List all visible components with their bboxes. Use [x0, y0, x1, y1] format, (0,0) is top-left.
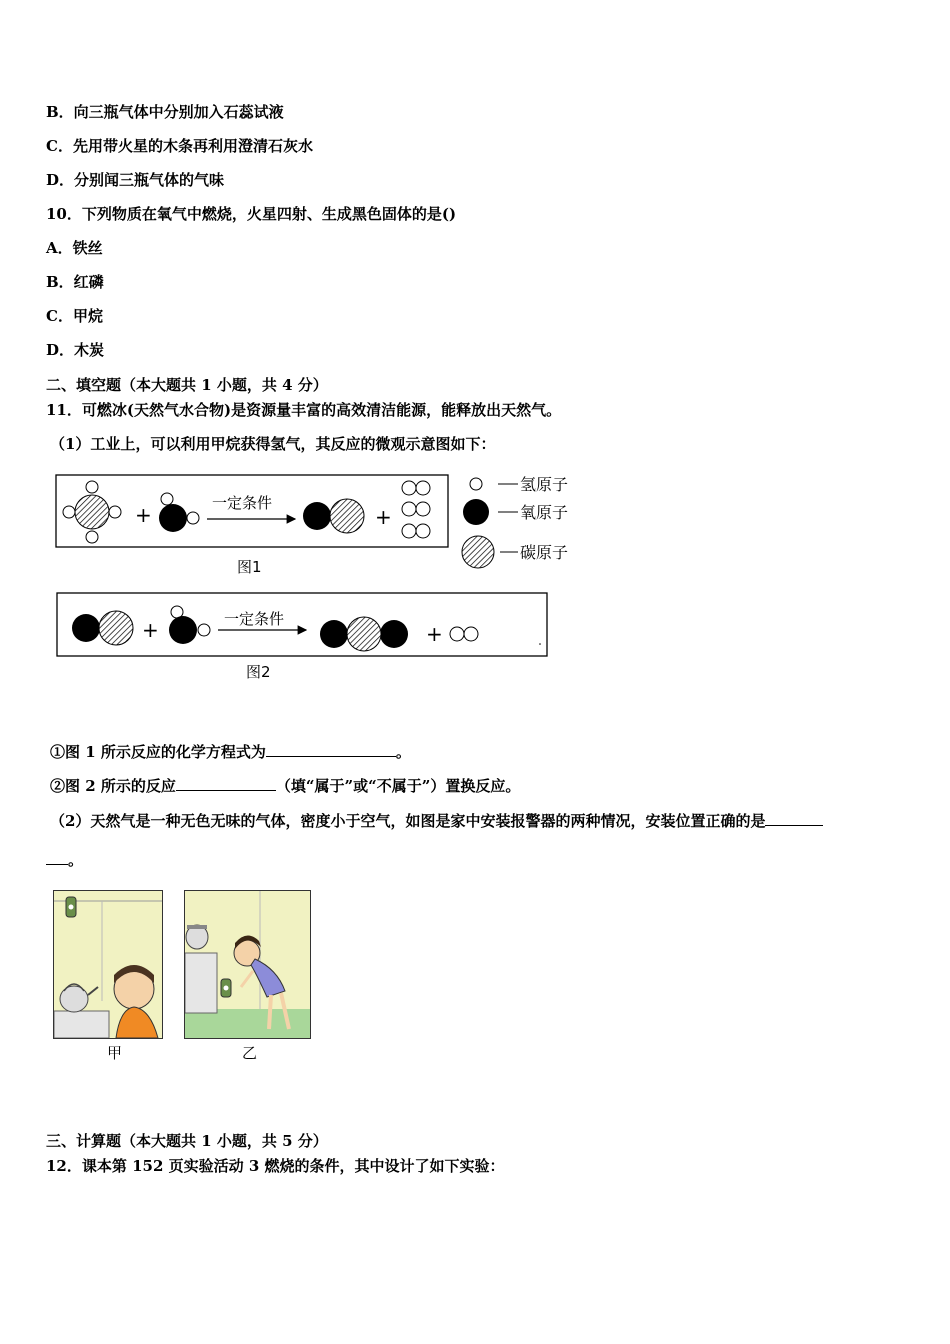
q10-option-b: B．红磷 [46, 273, 104, 291]
q11-sub1-text: ①图 1 所示反应的化学方程式为 [50, 743, 266, 761]
section-3-heading: 三、计算题（本大题共 1 小题，共 5 分） [46, 1132, 328, 1150]
q11-part2-text: （2）天然气是一种无色无味的气体，密度小于空气，如图是家中安装报警器的两种情况，安装位置正确的是 [50, 812, 766, 830]
legend-carbon: 碳原子 [520, 543, 569, 562]
q9-option-c: C．先用带火星的木条再利用澄清石灰水 [46, 137, 313, 155]
fig2-condition-label: 一定条件 [224, 610, 285, 628]
q10-option-c: C．甲烷 [46, 307, 103, 325]
svg-text:+: + [142, 618, 159, 642]
q10-option-d: D．木炭 [46, 341, 105, 359]
answer-blank-1[interactable] [266, 742, 396, 757]
figure-2-diagram [56, 592, 550, 660]
q10-option-a: A．铁丝 [46, 239, 103, 257]
answer-blank-2[interactable] [176, 776, 276, 791]
q11-sub2 [50, 776, 520, 796]
q11-sub2-text: ②图 2 所示的反应 [50, 777, 176, 795]
answer-blank-3b[interactable] [46, 850, 68, 865]
hydrogen-atom-icon [470, 478, 482, 490]
legend-hydrogen: 氢原子 [520, 475, 569, 494]
figure-1-diagram [55, 474, 450, 550]
q10-stem: 10．下列物质在氧气中燃烧，火星四射、生成黑色固体的是() [46, 205, 457, 223]
svg-text:+: + [135, 503, 152, 527]
fig2-caption: 图2 [246, 663, 271, 681]
q11-sub2-end: （填“属于”或“不属于”）置换反应。 [275, 777, 521, 795]
carbon-atom-icon [462, 536, 494, 568]
atom-legend [458, 470, 588, 574]
scene-yi-drawing [185, 891, 310, 1038]
fig1-condition-label: 一定条件 [212, 494, 273, 512]
scene-yi-caption: 乙 [242, 1044, 258, 1062]
fig1-caption: 图1 [237, 558, 262, 576]
oxygen-atom-icon [463, 499, 489, 525]
q9-option-b: B．向三瓶气体中分别加入石蕊试液 [46, 103, 284, 121]
svg-text:+: + [375, 505, 392, 529]
q11-part2-cont [46, 850, 83, 870]
scene-jia-drawing [54, 891, 162, 1038]
q11-sub1-end: 。 [395, 743, 411, 761]
legend-oxygen: 氧原子 [520, 503, 569, 522]
svg-text:+: + [426, 622, 443, 646]
section-2-heading: 二、填空题（本大题共 1 小题，共 4 分） [46, 376, 328, 394]
q9-option-d: D．分别闻三瓶气体的气味 [46, 171, 225, 189]
scene-jia-caption: 甲 [107, 1044, 123, 1062]
q11-stem: 11．可燃冰(天然气水合物)是资源量丰富的高效清洁能源，能释放出天然气。 [46, 401, 562, 419]
q11-part2-end: 。 [68, 851, 84, 869]
scene-jia-image [53, 890, 163, 1039]
scene-yi-image [184, 890, 311, 1039]
answer-blank-3a[interactable] [765, 811, 823, 826]
q11-part1: （1）工业上，可以利用甲烷获得氢气，其反应的微观示意图如下： [50, 435, 496, 453]
q12-stem: 12．课本第 152 页实验活动 3 燃烧的条件，其中设计了如下实验： [46, 1157, 505, 1175]
q11-part2 [50, 811, 823, 831]
q11-sub1 [50, 742, 411, 762]
